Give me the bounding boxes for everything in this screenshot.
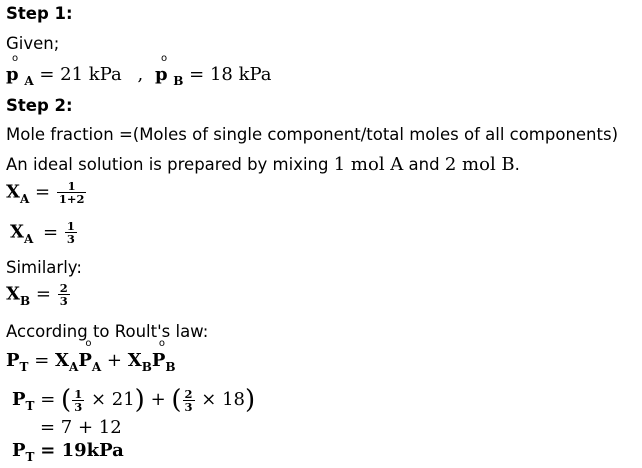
similarly-label: Similarly:	[6, 258, 82, 277]
mole-fraction-definition: Mole fraction =(Moles of single component/total moles of all components)	[6, 125, 619, 144]
step1-heading: Step 1:	[6, 4, 73, 23]
step2-heading: Step 2:	[6, 96, 73, 115]
ideal-solution-statement: An ideal solution is prepared by mixing 1 mol A and 2 mol B.	[6, 154, 520, 175]
raoult-substituted-equation: $P_T$ = ( $\frac{1}{3}$ × 21) + ( $\frac{2}{3}$ × 18)	[12, 385, 256, 415]
given-pressures: p o $_A$ = 21 kPa , p o $_B$ = 18 kPa	[6, 53, 272, 88]
xa-equation-2: $X_A$ = $\frac{1}{3}$	[10, 219, 75, 246]
given-label: Given;	[6, 34, 60, 53]
raoult-general-equation: $P_T = X_AP$ o $_A + X_BP$ o $_B$	[6, 338, 176, 374]
xb-equation: $X_B$ = $\frac{2}{3}$	[6, 281, 68, 308]
raoult-law-label: According to Roult's law:	[6, 322, 209, 341]
final-answer: $P_T = 19kPa$	[12, 440, 124, 464]
xa-equation-1: $X_A$ = $\frac{1}{1+2}$	[6, 179, 85, 206]
sum-line: = 7 + 12	[40, 417, 122, 438]
